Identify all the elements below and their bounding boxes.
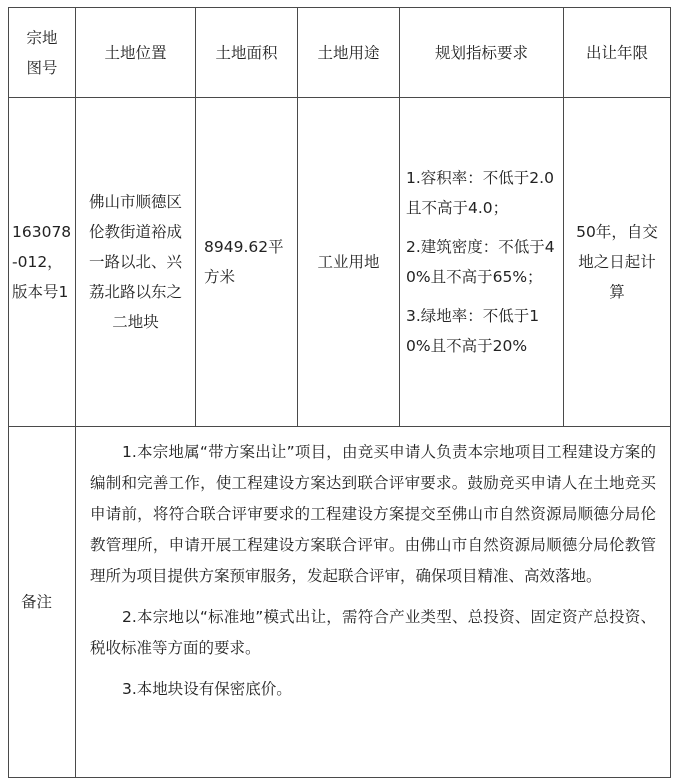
cell-location: 佛山市顺德区伦教街道裕成一路以北、兴荔北路以东之二地块 xyxy=(76,98,196,427)
header-location: 土地位置 xyxy=(76,8,196,98)
cell-requirements xyxy=(400,98,564,427)
cell-use: 工业用地 xyxy=(298,98,400,427)
cell-area: 8949.62平方米 xyxy=(196,98,298,427)
remark-item: 1.本宗地属“带方案出让”项目，由竞买申请人负责本宗地项目工程建设方案的编制和完善工作，使工程建设方案达到联合评审要求。鼓励竞买申请人在土地竞买申请前，将符合联合评审要求的工程建设方案提交至佛山市自然资源局顺德分局伦教管理所，申请开展工程建设方案联合评审。由佛山市自然资源局顺德分局伦教管理所为项目提供方案预审服务，发起联合评审，确保项目精准、高效落地。 xyxy=(90,443,656,585)
land-parcel-table xyxy=(8,7,671,778)
requirement-green: 3.绿地率：不低于10%且不高于20% xyxy=(406,307,540,355)
table-header-row xyxy=(9,8,671,98)
header-term: 出让年限 xyxy=(564,8,671,98)
header-area: 土地面积 xyxy=(196,8,298,98)
remarks-label: 备注 xyxy=(9,427,76,778)
remarks-row xyxy=(9,427,671,778)
cell-term: 50年，自交地之日起计算 xyxy=(564,98,671,427)
header-lot-number: 宗地图号 xyxy=(9,8,76,98)
table-row xyxy=(9,98,671,427)
requirement-far: 1.容积率：不低于2.0且不高于4.0； xyxy=(406,169,554,217)
remark-item: 3.本地块设有保密底价。 xyxy=(122,680,292,698)
requirement-density: 2.建筑密度：不低于40%且不高于65%； xyxy=(406,238,555,286)
remark-item: 2.本宗地以“标准地”模式出让，需符合产业类型、总投资、固定资产总投资、税收标准等方面的要求。 xyxy=(90,608,656,657)
header-requirements: 规划指标要求 xyxy=(400,8,564,98)
remarks-content xyxy=(76,427,671,778)
cell-lot-number: 163078-012，版本号1 xyxy=(9,98,76,427)
header-use: 土地用途 xyxy=(298,8,400,98)
